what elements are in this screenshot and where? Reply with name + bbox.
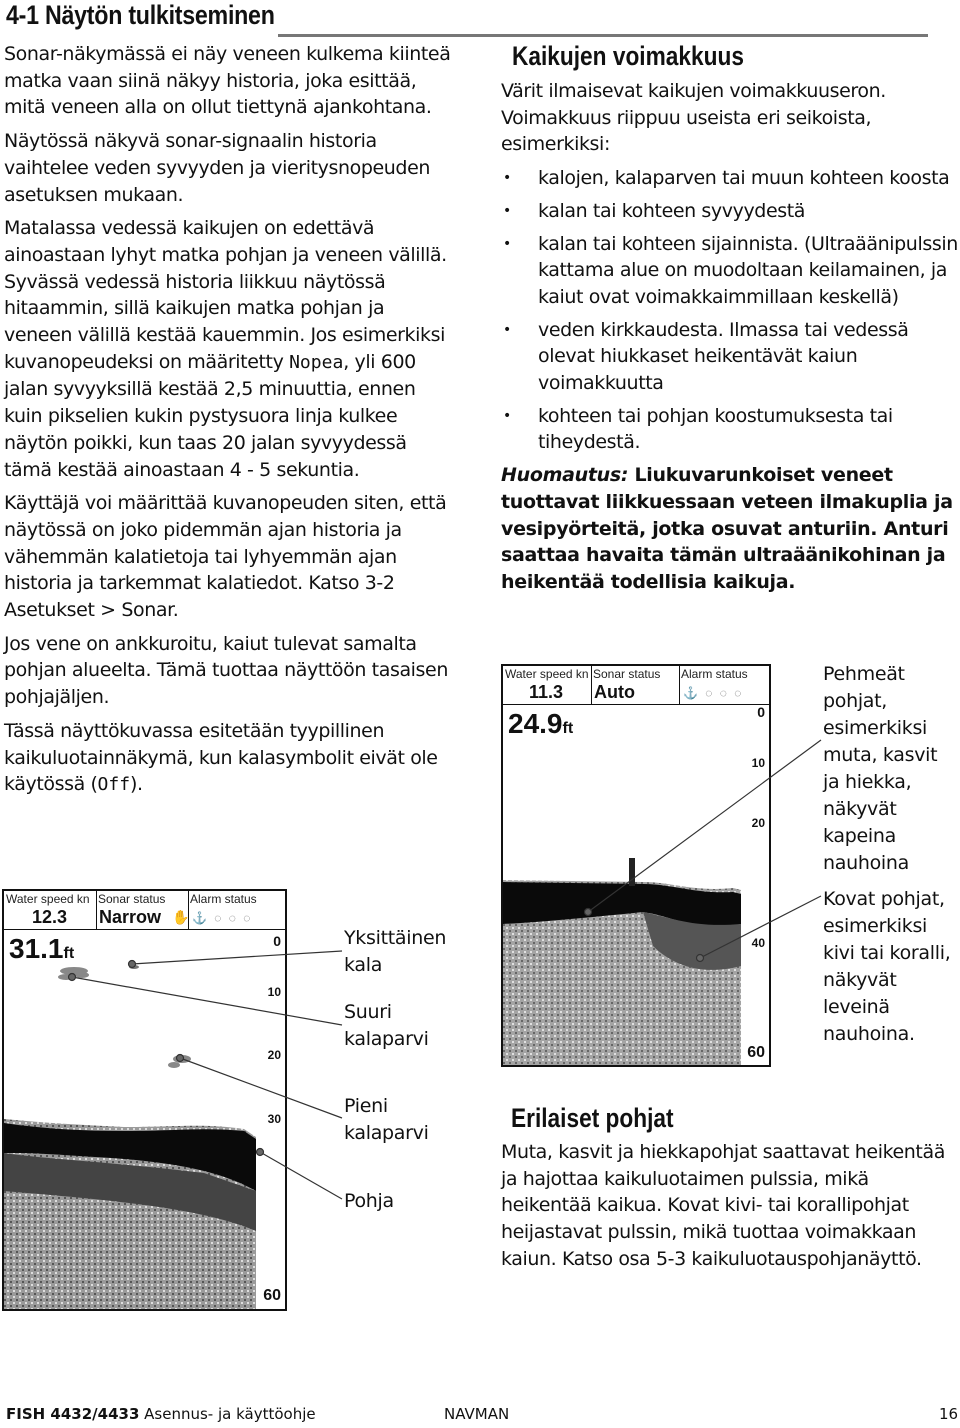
list-item: • kalan tai kohteen sijainnista. (Ultraäänipulssin kattama alue on muodoltaan keilamainen, ja kaiut ovat voimakkaimmillaan keskellä) <box>501 231 959 311</box>
alarm-status-label: Alarm status <box>681 667 748 681</box>
bottoms-paragraph: Muta, kasvit ja hiekkapohjat saattavat heikentää ja hajottaa kaikuluotaimen pulssia, mikä heikentää kaikua. Kovat kivi- tai korallipohjat heijastavat pulssin, mikä tuottaa voimakkaan kaiun. Katso osa 5-3 kaikuluotauspohjanäyttö. <box>501 1141 945 1270</box>
sonar-status-label: Sonar status <box>593 667 661 681</box>
paragraph-text: Tässä näyttökuvassa esitetään tyypillinen kaikuluotainnäkymä, kun kalasymbolit eivät ole käytössä ( <box>4 719 438 796</box>
list-item: • veden kirkkaudesta. Ilmassa tai vedessä olevat hiukkaset heikentävät kaiun voimakkuutta <box>501 317 959 397</box>
callout-dot <box>129 961 136 968</box>
depth-unit: ft <box>562 720 574 737</box>
paragraph: Jos vene on ankkuroitu, kaiut tulevat samalta pohjan alueelta. Tämä tuottaa näyttöön tasaisen pohjajäljen. <box>4 632 448 709</box>
depth-tick: 20 <box>751 816 765 830</box>
callout-dot <box>177 1055 184 1062</box>
callout-line-small-school <box>180 1058 342 1118</box>
water-speed-value: 11.3 <box>529 682 564 702</box>
depth-tick: 60 <box>747 1044 765 1061</box>
paragraph: Näytössä näkyvä sonar-signaalin historia vaihtelee veden syvyyden ja vieritysnopeuden asetuksen mukaan. <box>4 130 431 206</box>
label-small-school: Pieni kalaparvi <box>344 1095 429 1144</box>
footer-model <box>6 1405 316 1423</box>
list-item: • kohteen tai pohjan koostumuksesta tai tiheydestä. <box>501 403 959 456</box>
code-text: Off <box>97 774 131 796</box>
section-heading-bottoms: Erilaiset pohjat <box>511 1103 674 1133</box>
callout-line-soft <box>588 740 821 912</box>
paragraph-text: ). <box>130 773 143 796</box>
list-item: • kalojen, kalaparven tai muun kohteen koosta <box>501 165 959 192</box>
depth-tick: 10 <box>751 756 765 770</box>
callout-dot <box>697 955 704 962</box>
callout-line-single-fish <box>132 951 342 964</box>
depth-tick: 40 <box>267 1174 281 1188</box>
depth-tick: 30 <box>751 877 765 891</box>
callout-line-hard <box>700 896 821 958</box>
callout-line-large-school <box>72 977 342 1025</box>
footer-brand: NAVMAN <box>444 1405 510 1423</box>
depth-tick: 40 <box>751 936 765 950</box>
paragraph-text: Matalassa vedessä kaikujen on edettävä ainoastaan lyhyt matka pohjan ja veneen välillä. Syvässä vedessä historia liikkuu näytössä hitaammin, sillä kaikujen matka pohjan ja veneen välillä kestää kauemmin. Jos esimerkiksi kuvanopeudeksi on määritetty <box>4 217 447 373</box>
list-item: • kalan tai kohteen syvyydestä <box>501 198 959 225</box>
depth-tick: 20 <box>267 1048 281 1062</box>
label-single-fish: Yksittäinen kala <box>344 927 447 976</box>
callout-line-bottom <box>260 1152 342 1199</box>
depth-unit: ft <box>63 945 75 962</box>
callout-dot <box>69 974 76 981</box>
section-heading-strength: Kaikujen voimakkuus <box>512 41 744 71</box>
page-title: 4-1 Näytön tulkitseminen <box>6 0 275 30</box>
alarm-icons: ⚓ ◌ ◌ ◌ <box>683 686 744 700</box>
alarm-status-label: Alarm status <box>190 892 257 906</box>
note-label: Huomautus: <box>501 464 629 487</box>
depth-tick: 50 <box>267 1237 281 1251</box>
footer-model-bold: FISH 4432/4433 <box>6 1405 140 1423</box>
code-text: Nopea <box>289 351 344 373</box>
water-speed-label: Water speed kn <box>505 667 589 681</box>
label-soft-bottoms: Pehmeät pohjat, esimerkiksi muta, kasvit ja hiekka, näkyvät kapeina nauhoina <box>823 663 938 874</box>
hand-icon: ✋ <box>172 909 190 925</box>
note-text: Liukuvarunkoiset veneet tuottavat liikkuessaan veteen ilmakuplia ja vesipyörteitä, jotka osuvat anturiin. Anturi saattaa havaita tämän ultraäänikohinan ja heikentää todellisia kaikuja. <box>501 464 953 593</box>
depth-value: 24.9 <box>508 708 563 739</box>
sonar-status-value: Narrow <box>99 907 162 927</box>
page-number: 16 <box>939 1405 959 1423</box>
depth-tick: 0 <box>273 933 281 949</box>
sonar-status-label: Sonar status <box>98 892 166 906</box>
depth-tick: 30 <box>267 1112 281 1126</box>
callout-dot <box>585 909 592 916</box>
footer-model-rest: Asennus- ja käyttöohje <box>139 1405 316 1423</box>
paragraph: Käyttäjä voi määrittää kuvanopeuden siten, että näytössä on joko pidemmän ajan historia ja vähemmän kalatietoja tai lyhyemmän ajan historia ja tarkemmat kalatiedot. Katso 3-2 Asetukset > Sonar. <box>4 492 447 622</box>
depth-tick: 0 <box>757 704 765 720</box>
callout-dot <box>257 1149 264 1156</box>
paragraph: Sonar-näkymässä ei näy veneen kulkema kiinteä matka vaan siinä näkyy historia, joka esittää, mitä veneen alla on ollut tiettynä ajankohtana. <box>4 43 451 119</box>
alarm-icons: ⚓ ◌ ◌ ◌ <box>192 911 253 925</box>
paragraph: Värit ilmaisevat kaikujen voimakkuuseron. Voimakkuus riippuu useista eri seikoista, esimerkiksi: <box>501 80 886 156</box>
depth-value: 31.1 <box>9 933 64 964</box>
depth-tick: 60 <box>263 1287 281 1304</box>
water-speed-label: Water speed kn <box>6 892 90 906</box>
label-hard-bottoms: Kovat pohjat, esimerkiksi kivi tai koralli, näkyvät leveinä nauhoina. <box>823 888 951 1045</box>
sonar-status-value: Auto <box>594 682 635 702</box>
depth-tick: 10 <box>267 985 281 999</box>
paragraph-text: , yli 600 jalan syvyyksillä kestää 2,5 minuuttia, ennen kuin pikselien kukin pystysuora linja kulkee näytön poikki, kun taas 20 jalan syvyydessä tämä kestää ainoastaan 4 - 5 sekuntia. <box>4 350 416 481</box>
label-bottom: Pohja <box>344 1190 394 1212</box>
label-large-school: Suuri kalaparvi <box>344 1001 429 1050</box>
water-speed-value: 12.3 <box>32 907 68 927</box>
